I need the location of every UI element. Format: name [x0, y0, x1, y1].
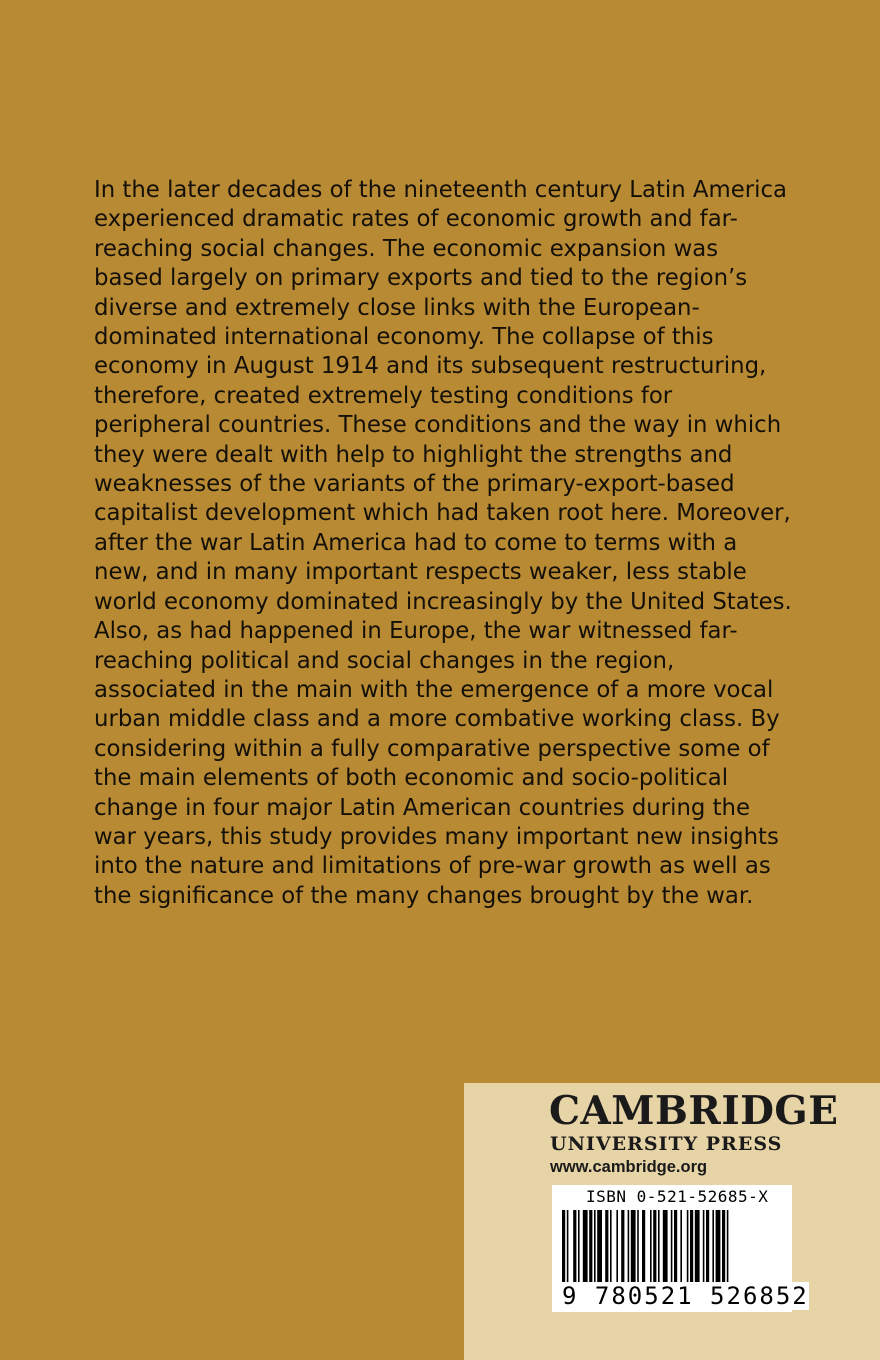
publisher-subtitle: UNIVERSITY PRESS	[550, 1133, 783, 1155]
blurb-text: In the later decades of the nineteenth century Latin America experienced dramatic rates of economic growth and far-reaching social changes. The economic expansion was based largely on primary exports and tied to the region’s diverse and extremely close links with the European-dominated international economy. The collapse of this economy in August 1914 and its subsequent restructuring, therefore, created extremely testing conditions for peripheral countries. These conditions and the way in which they were dealt with help to highlight the strengths and weaknesses of the variants of the primary-export-based capitalist development which had taken root here. Moreover, after the war Latin America had to come to terms with a new, and in many important respects weaker, less stable world economy dominated increasingly by the United States. Also, as had happened in Europe, the war witnessed far-reaching political and social changes in the region, associated in the main with the emergence of a more vocal urban middle class and a more combative working class. By considering within a fully comparative perspective some of the main elements of both economic and socio-political change in four major Latin American countries during the war years, this study provides many important new insights into the nature and limitations of pre-war growth as well as the significance of the many changes brought by the war.	[94, 177, 792, 909]
isbn-label: ISBN 0-521-52685-X	[586, 1187, 769, 1206]
barcode-icon	[560, 1210, 786, 1290]
barcode-digits: 9 780521 526852	[562, 1282, 809, 1310]
publisher-url: www.cambridge.org	[550, 1158, 708, 1176]
publisher-name: CAMBRIDGE	[549, 1088, 839, 1134]
